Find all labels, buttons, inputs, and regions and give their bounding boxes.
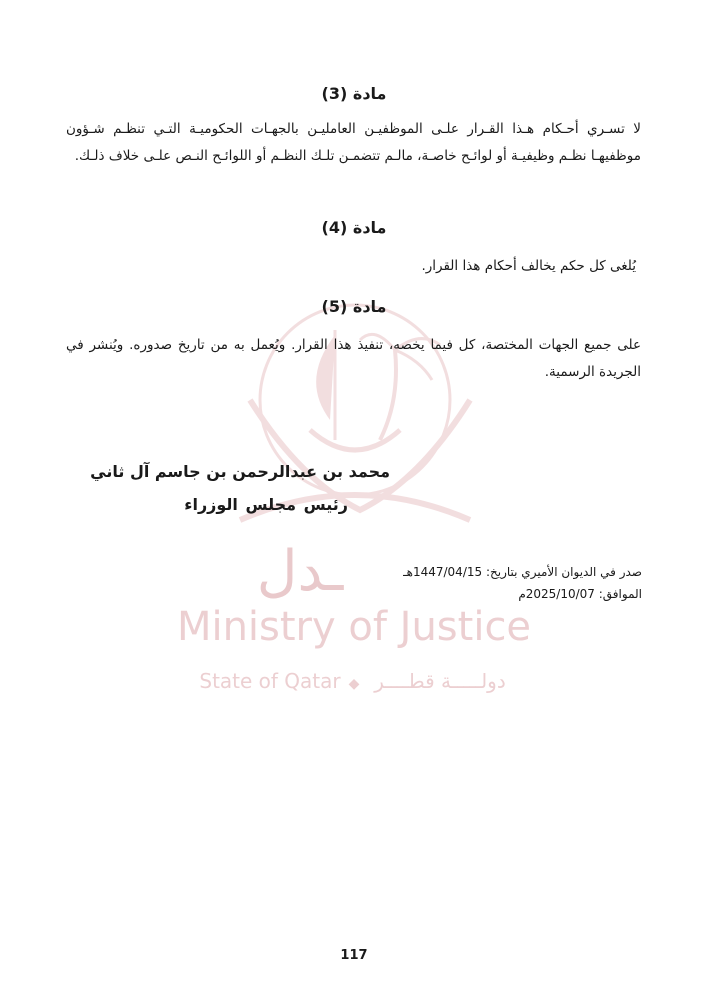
watermark-subtitle-ar: دولـــــة قطــــر — [374, 669, 506, 693]
article-4-body: يُلغى كل حكم يخالف أحكام هذا القرار. — [421, 258, 636, 274]
article-5-heading: مادة (5) — [321, 297, 387, 316]
watermark-subtitle-en: State of Qatar — [199, 669, 341, 693]
watermark-separator: ◆ — [348, 676, 360, 692]
signatory-name: محمد بن عبدالرحمن بن جاسم آل ثاني — [90, 462, 390, 481]
article-5-body: على جميع الجهات المختصة، كل فيما يخصه، تنفيذ هذا القرار. ويُعمل به من تاريخ صدوره. ويُنشر في الجريدة الرسمية. — [66, 337, 641, 380]
signatory-title: رئيس مجلس الوزراء — [184, 495, 348, 514]
watermark-arabic-text: ـدل — [256, 539, 344, 604]
page-number: 117 — [340, 948, 368, 963]
issued-date-gregorian: الموافق: 2025/10/07م — [518, 587, 642, 601]
watermark-title: Ministry of Justice — [176, 604, 532, 650]
article-3-heading: مادة (3) — [321, 84, 387, 103]
article-4-heading: مادة (4) — [321, 218, 387, 237]
article-3-body: لا تسـري أحـكام هـذا القـرار علـى الموظفيـن العامليـن بالجهـات الحكوميـة التـي تنظـم شـؤون موظفيهـا نظـم وظيفيـة أو لوائـح خاصـة، مالـم تتضمـن تلـك النظـم أو اللوائـح النـص علـى خلاف ذلـك. — [66, 121, 641, 164]
issued-date-hijri: صدر في الديوان الأميري بتاريخ: 1447/04/15هـ — [403, 565, 642, 579]
